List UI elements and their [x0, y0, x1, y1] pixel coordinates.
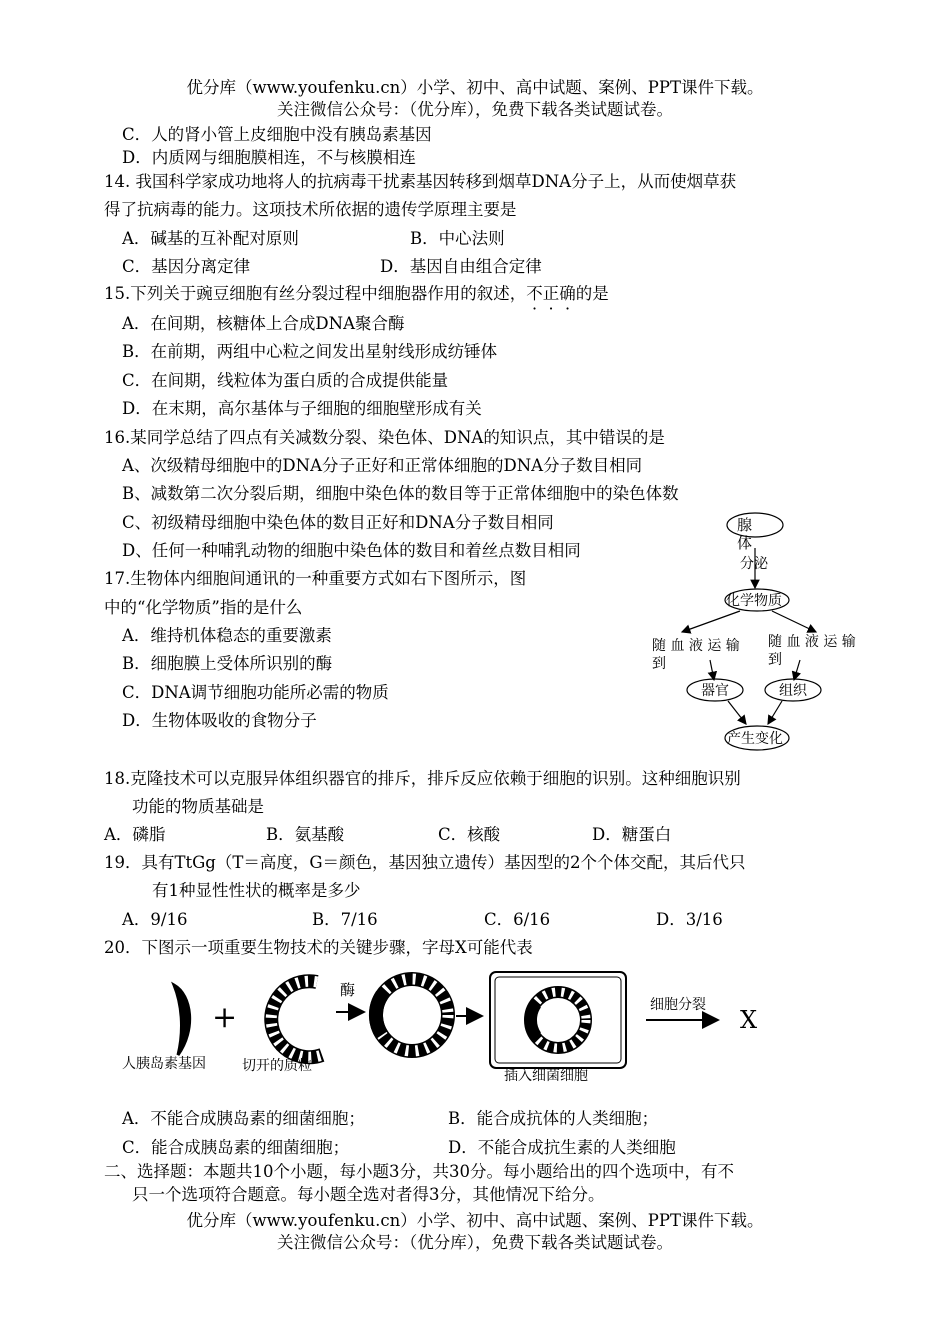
header-line-1: 优分库（www.youfenku.cn）小学、初中、高中试题、案例、PPT课件下载。: [186, 78, 764, 97]
q19-stem-2: 有1种显性性状的概率是多少: [152, 881, 361, 900]
q15-option-a: A．在间期，核糖体上合成DNA聚合酶: [122, 314, 405, 333]
q17-stem-1: 17.生物体内细胞间通讯的一种重要方式如右下图所示，图: [104, 569, 527, 588]
q14-option-a: A．碱基的互补配对原则: [122, 229, 299, 248]
gland-label-1: 腺: [737, 516, 753, 534]
division-label: 细胞分裂: [650, 997, 706, 1013]
q19-stem-1: 19．具有TtGg（T＝高度，G＝颜色，基因独立遗传）基因型的2个个体交配，其后代只: [104, 853, 746, 872]
q19-option-d: D．3/16: [656, 910, 723, 929]
q19-option-b: B．7/16: [312, 910, 378, 929]
q19-option-a: A．9/16: [122, 910, 188, 929]
q15-stem-post: 的是: [575, 284, 609, 303]
q20-stem: 20．下图示一项重要生物技术的关键步骤，字母X可能代表: [104, 938, 533, 957]
x-label: X: [740, 1006, 758, 1034]
q20-option-d: D．不能合成抗生素的人类细胞: [448, 1138, 676, 1157]
q16-option-a: A、次级精母细胞中的DNA分子正好和正常体细胞的DNA分子数目相同: [122, 456, 643, 475]
chemical-label: 化学物质: [726, 593, 782, 609]
q20-option-a: A．不能合成胰岛素的细菌细胞；: [122, 1109, 365, 1128]
insulin-gene-shape: [174, 985, 190, 1055]
section2-line-2: 只一个选项符合题意。每小题全选对者得3分，其他情况下给分。: [132, 1185, 605, 1204]
q18-stem-1: 18.克隆技术可以克服异体组织器官的排斥，排斥反应依赖于细胞的识别。这种细胞识别: [104, 769, 741, 788]
left-path-label: 随 血 液 运 输: [652, 638, 740, 654]
q15-stem: [104, 283, 609, 305]
insert-label: 插入细菌细胞: [504, 1068, 588, 1084]
plus-sign: +: [212, 1000, 238, 1035]
q17-option-c: C．DNA调节细胞功能所必需的物质: [122, 683, 389, 702]
q16-option-d: D、任何一种哺乳动物的细胞中染色体的数目和着丝点数目相同: [122, 541, 581, 560]
q17-option-d: D．生物体吸收的食物分子: [122, 711, 317, 730]
q13-option-d: D．内质网与细胞膜相连，不与核膜相连: [122, 148, 416, 167]
right-to-label: 到: [768, 652, 782, 668]
q15-option-d: D．在末期，高尔基体与子细胞的细胞壁形成有关: [122, 399, 482, 418]
left-down-arrow: [710, 660, 714, 680]
inserted-gene-segment: [376, 995, 382, 1035]
q20-option-b: B．能合成抗体的人类细胞；: [448, 1109, 659, 1128]
q14-option-c: C．基因分离定律: [122, 257, 251, 276]
footer-line-2: 关注微信公众号：（优分库），免费下载各类试题试卷。: [277, 1233, 673, 1252]
q16-stem: 16.某同学总结了四点有关减数分裂、染色体、DNA的知识点，其中错误的是: [104, 428, 665, 447]
q15-emph-3: 确: [559, 284, 576, 303]
organ-label: 器官: [701, 683, 729, 699]
result-label: 产生变化: [727, 731, 783, 747]
left-arrow: [682, 611, 740, 632]
q19-option-c: C．6/16: [484, 910, 551, 929]
q14-stem-2: 得了抗病毒的能力。这项技术所依据的遗传学原理主要是: [104, 200, 517, 219]
plasmid-label: 切开的质粒: [242, 1058, 312, 1074]
q16-option-c: C、初级精母细胞中染色体的数目正好和DNA分子数目相同: [122, 513, 554, 532]
secrete-label: 分泌: [740, 556, 768, 572]
q17-option-b: B．细胞膜上受体所识别的酶: [122, 654, 333, 673]
q15-option-c: C．在间期，线粒体为蛋白质的合成提供能量: [122, 371, 449, 390]
tissue-label: 组织: [779, 683, 807, 699]
q15-stem-pre: 15.下列关于豌豆细胞有丝分裂过程中细胞器作用的叙述，: [104, 284, 527, 303]
q17-stem-2: 中的“化学物质”指的是什么: [104, 598, 303, 617]
enzyme-label: 酶: [340, 981, 356, 999]
organ-result-arrow: [728, 701, 746, 724]
q17-option-a: A．维持机体稳态的重要激素: [122, 626, 332, 645]
footer-line-1: 优分库（www.youfenku.cn）小学、初中、高中试题、案例、PPT课件下载。: [186, 1211, 764, 1230]
q16-option-b: B、减数第二次分裂后期，细胞中染色体的数目等于正常体细胞中的染色体数: [122, 484, 679, 503]
header-line-2: 关注微信公众号：（优分库），免费下载各类试题试卷。: [277, 100, 673, 119]
q14-option-b: B．中心法则: [410, 229, 505, 248]
gland-ellipse: [727, 513, 783, 537]
q18-stem-2: 功能的物质基础是: [132, 797, 264, 816]
q15-option-b: B．在前期，两组中心粒之间发出星射线形成纺锤体: [122, 342, 498, 361]
q18-option-c: C．核酸: [438, 825, 501, 844]
section2-line-1: 二、选择题：本题共10个小题，每小题3分，共30分。每小题给出的四个选项中，有不: [104, 1162, 734, 1181]
tissue-result-arrow: [768, 701, 782, 724]
hormone-signaling-diagram: [640, 508, 870, 758]
q15-emph-2: 正: [542, 284, 560, 303]
right-path-label: 随 血 液 运 输: [768, 634, 856, 650]
q20-option-c: C．能合成胰岛素的细菌细胞；: [122, 1138, 350, 1157]
right-arrow: [772, 611, 816, 632]
q14-stem-1: 14. 我国科学家成功地将人的抗病毒干扰素基因转移到烟草DNA分子上，从而使烟草获: [104, 172, 737, 191]
left-to-label: 到: [652, 656, 666, 672]
q13-option-c: C．人的肾小管上皮细胞中没有胰岛素基因: [122, 125, 432, 144]
gland-label-2: 体: [737, 534, 753, 552]
gene-label: 人胰岛素基因: [122, 1056, 206, 1072]
cell-inserted-gene: [531, 1004, 536, 1036]
recombinant-dna-diagram: [112, 960, 812, 1085]
q15-emph-1: 不: [526, 284, 543, 303]
q18-option-a: A．磷脂: [104, 825, 166, 844]
q18-option-d: D．糖蛋白: [592, 825, 672, 844]
q14-option-d: D．基因自由组合定律: [380, 257, 542, 276]
right-down-arrow: [794, 660, 800, 680]
q18-option-b: B．氨基酸: [266, 825, 345, 844]
cut-plasmid-ring: [271, 981, 322, 1057]
